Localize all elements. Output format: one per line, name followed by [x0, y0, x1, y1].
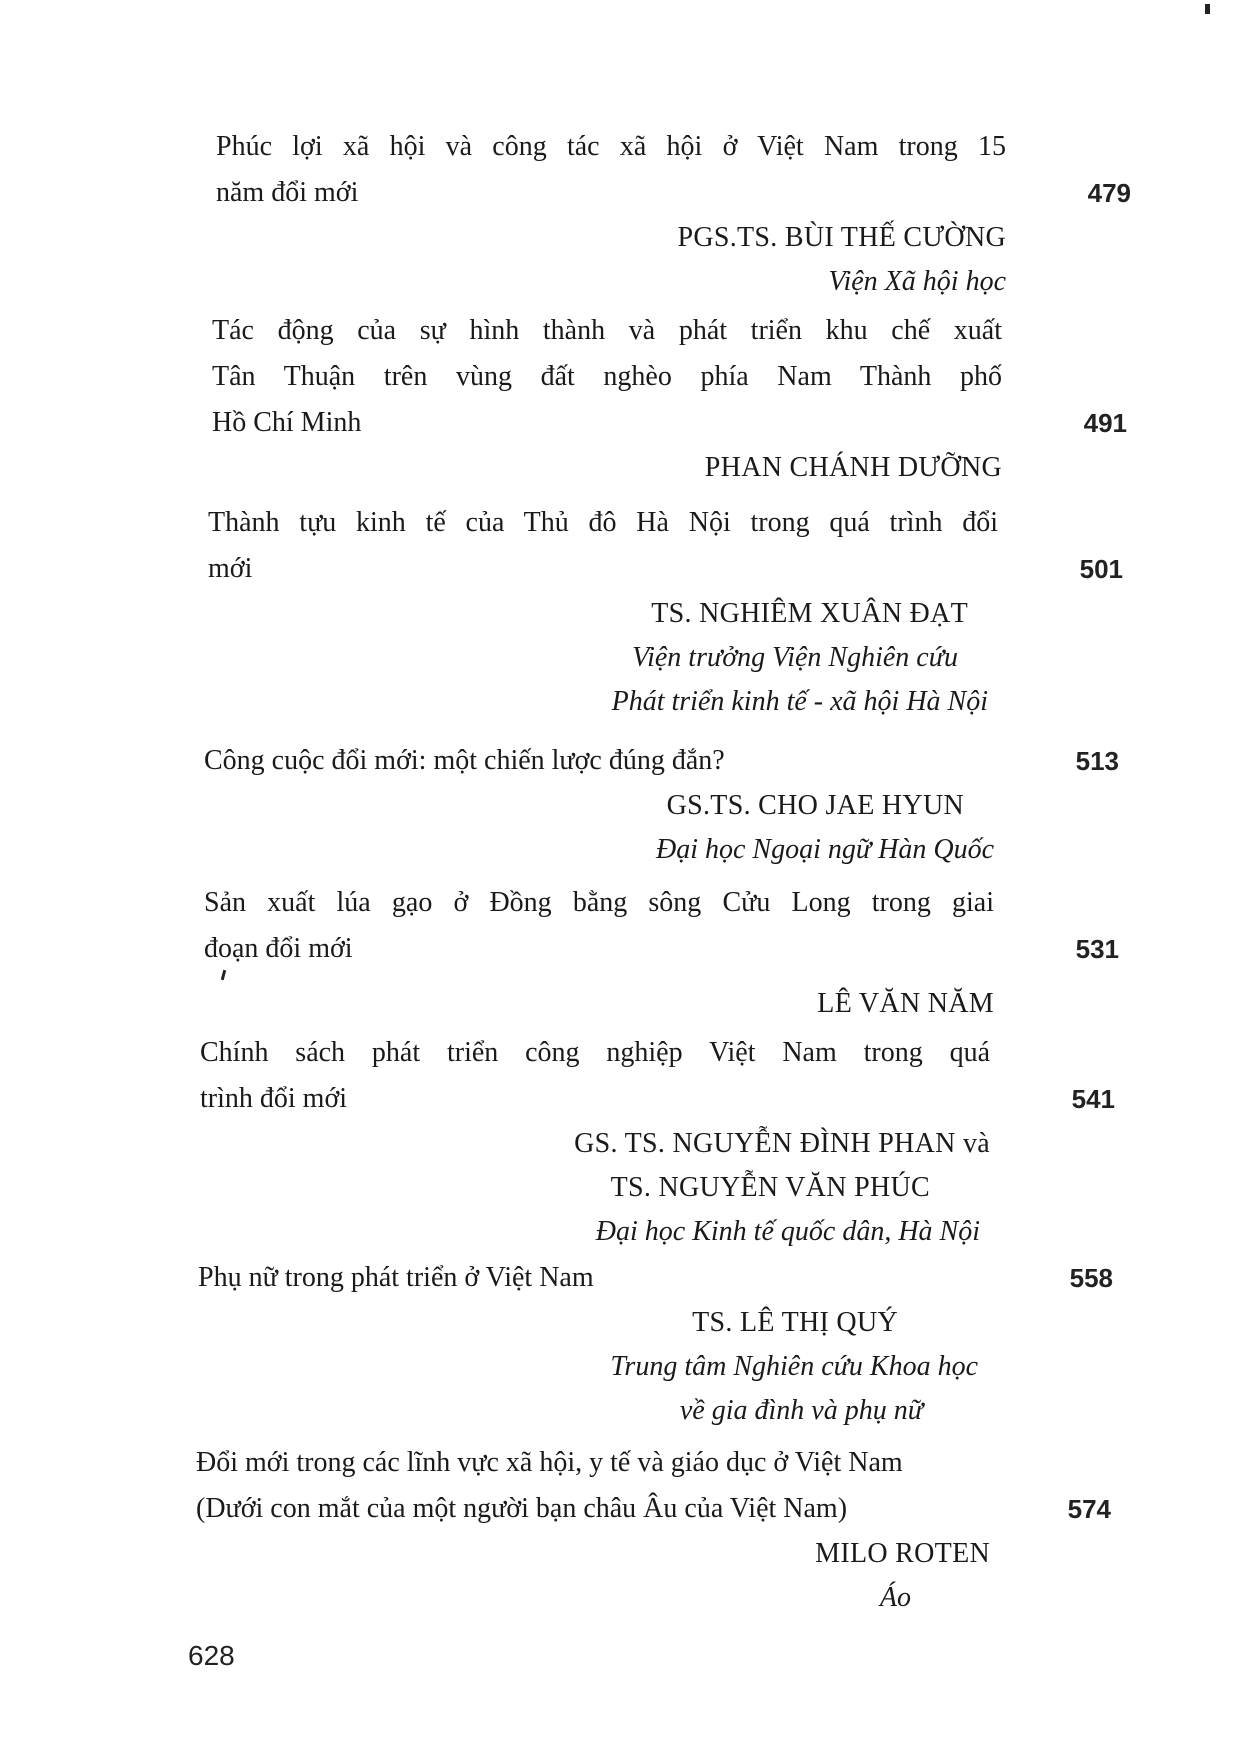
toc-entry	[198, 1255, 1113, 1433]
entry-author: PHAN CHÁNH DƯỠNG	[704, 452, 1002, 483]
entry-title-line: Phụ nữ trong phát triển ở Việt Nam 558	[198, 1255, 1113, 1301]
entry-page-number: 531	[1075, 934, 1119, 964]
entry-author: GS.TS. CHO JAE HYUN	[666, 790, 964, 821]
entry-page-number: 479	[1087, 178, 1131, 208]
entry-affiliation: Đại học Ngoại ngữ Hàn Quốc	[655, 834, 994, 865]
entry-title-line: Đổi mới trong các lĩnh vực xã hội, y tế và giáo dục ở Việt Nam	[196, 1447, 903, 1478]
entry-title-line: (Dưới con mắt của một người bạn châu Âu của Việt Nam) 574	[196, 1486, 1111, 1532]
entry-author: PGS.TS. BÙI THẾ CƯỜNG	[677, 222, 1006, 253]
entry-title-line: trình đổi mới 541	[200, 1076, 1115, 1122]
scan-mark	[1205, 4, 1210, 14]
entry-author: GS. TS. NGUYỄN ĐÌNH PHAN và	[574, 1128, 990, 1159]
toc-entry	[208, 500, 1123, 724]
entry-page-number: 541	[1071, 1084, 1115, 1114]
entry-author: MILO ROTEN	[815, 1538, 990, 1569]
toc-entry	[200, 1030, 1115, 1254]
entry-affiliation: về gia đình và phụ nữ	[679, 1395, 923, 1426]
toc-entry	[212, 308, 1127, 490]
entry-title-line: Công cuộc đổi mới: một chiến lược đúng đắn? 513	[204, 738, 1119, 784]
toc-entry	[196, 1440, 1111, 1620]
entry-title-line: Sản xuất lúa gạo ở Đồng bằng sông Cửu Long trong giai	[204, 887, 994, 918]
entry-page-number: 491	[1083, 408, 1127, 438]
toc-entry	[204, 738, 1119, 872]
page-number: 628	[188, 1640, 235, 1671]
entry-title-line: Tân Thuận trên vùng đất nghèo phía Nam Thành phố	[212, 361, 1002, 392]
entry-title-line: mới 501	[208, 546, 1123, 592]
entry-title-line: Phúc lợi xã hội và công tác xã hội ở Việt Nam trong 15	[216, 131, 1006, 162]
entry-title-line: Tác động của sự hình thành và phát triển khu chế xuất	[212, 315, 1002, 346]
entry-affiliation: Trung tâm Nghiên cứu Khoa học	[610, 1351, 978, 1382]
toc-entry	[216, 124, 1131, 304]
entry-author: TS. LÊ THỊ QUÝ	[692, 1307, 898, 1338]
entry-title-line: năm đổi mới 479	[216, 170, 1131, 216]
entry-page-number: 574	[1067, 1494, 1111, 1524]
entry-page-number: 501	[1079, 554, 1123, 584]
entry-title-line: đoạn đổi mới 531	[204, 926, 1119, 972]
entry-affiliation: Viện trưởng Viện Nghiên cứu	[632, 642, 958, 673]
entry-author: TS. NGUYỄN VĂN PHÚC	[610, 1172, 930, 1203]
entry-page-number: 558	[1069, 1263, 1113, 1293]
entry-affiliation: Đại học Kinh tế quốc dân, Hà Nội	[595, 1216, 980, 1247]
entry-title-line: Hồ Chí Minh 491	[212, 400, 1127, 446]
entry-affiliation: Phát triển kinh tế - xã hội Hà Nội	[611, 686, 988, 717]
entry-affiliation: Viện Xã hội học	[828, 266, 1006, 297]
entry-author: LÊ VĂN NĂM	[817, 988, 994, 1019]
entry-author: TS. NGHIÊM XUÂN ĐẠT	[651, 598, 968, 629]
entry-affiliation: Áo	[879, 1582, 911, 1613]
toc-entry	[204, 880, 1119, 1026]
entry-title-line: Chính sách phát triển công nghiệp Việt Nam trong quá	[200, 1037, 990, 1068]
entry-title-line: Thành tựu kinh tế của Thủ đô Hà Nội trong quá trình đổi	[208, 507, 998, 538]
entry-page-number: 513	[1075, 746, 1119, 776]
